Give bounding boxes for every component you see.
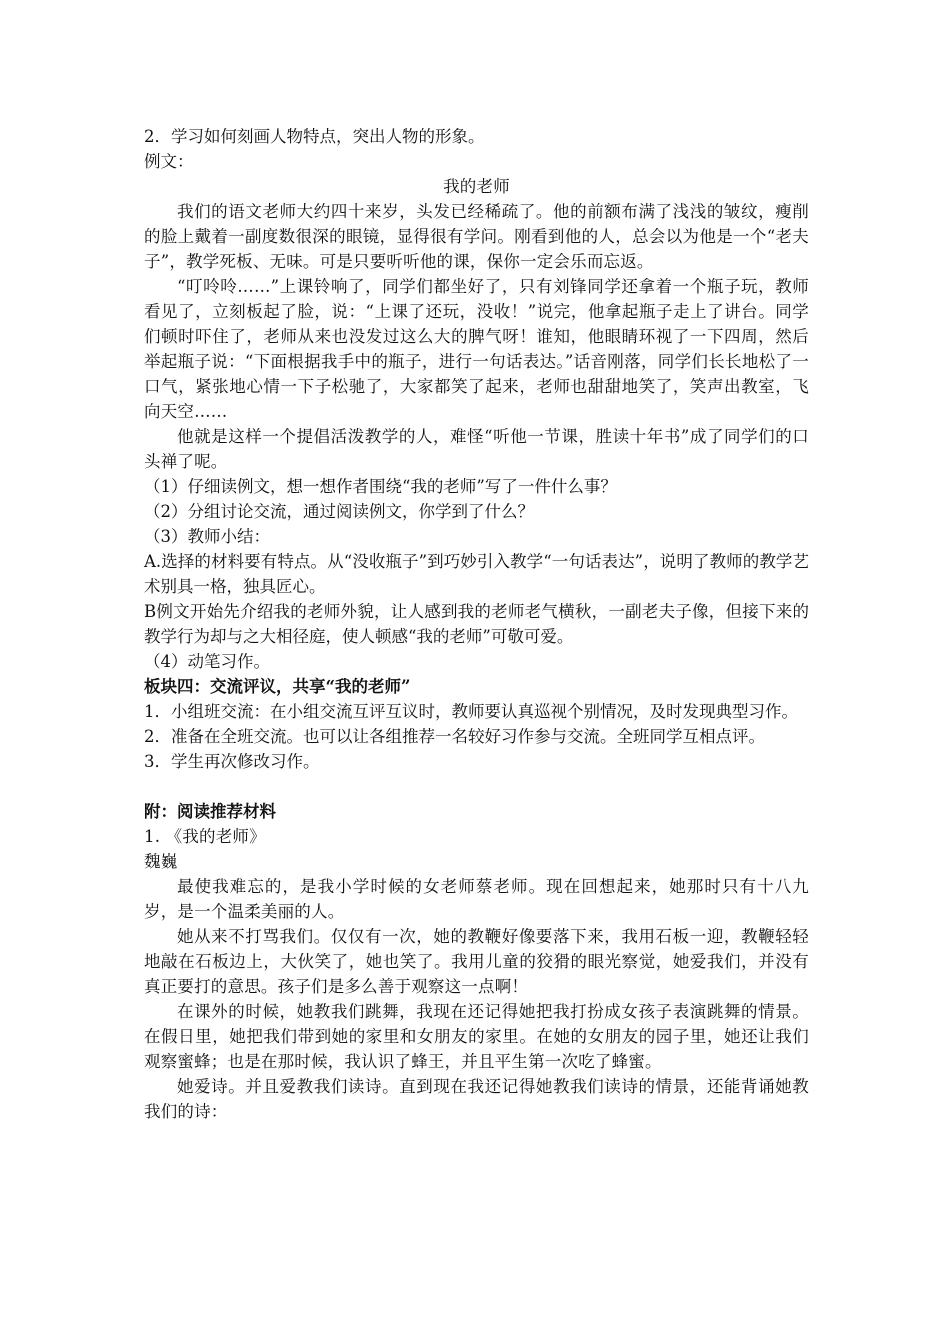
question-1: （1）仔细读例文，想一想作者围绕“我的老师”写了一件什么事？ [144, 477, 617, 496]
question-2: （2）分组讨论交流，通过阅读例文，你学到了什么？ [144, 502, 534, 521]
reading-paragraph-3: 在课外的时候，她教我们跳舞，我现在还记得她把我打扮成女孩子表演跳舞的情景。在假日里，她把我们带到她的家里和女朋友的家里。在她的女朋友的园子里，她还让我们观察蜜蜂；也是在那时候，我认识了蜂王，并且平生第一次吃了蜂蜜。 [144, 1002, 809, 1071]
essay-paragraph-1: 我们的语文老师大约四十来岁，头发已经稀疏了。他的前额布满了浅浅的皱纹，瘦削的脸上戴着一副度数很深的眼镜，显得很有学问。刚看到他的人，总会以为他是一个“老夫子”，教学死板、无味。可是只要听听他的课，保你一定会乐而忘返。 [144, 202, 809, 271]
section-4-step-1: 1．小组班交流：在小组交流互评互议时，教师要认真巡视个别情况，及时发现典型习作。 [144, 702, 798, 721]
reading-paragraph-4: 她爱诗。并且爱教我们读诗。直到现在我还记得她教我们读诗的情景，还能背诵她教我们的诗： [144, 1077, 809, 1121]
reading-paragraph-1: 最使我难忘的，是我小学时候的女老师蔡老师。现在回想起来，她那时只有十八九岁，是一个温柔美丽的人。 [144, 877, 809, 921]
reading-paragraph-2: 她从来不打骂我们。仅仅有一次，她的教鞭好像要落下来，我用石板一迎，教鞭轻轻地敲在石板边上，大伙笑了，她也笑了。我用儿童的狡猾的眼光察觉，她爱我们，并没有真正要打的意思。孩子们是多么善于观察这一点啊！ [144, 927, 809, 996]
section-4-heading: 板块四：交流评议，共享“我的老师” [144, 677, 411, 696]
section-4-step-2: 2．准备在全班交流。也可以让各组推荐一名较好习作参与交流。全班同学互相点评。 [144, 727, 765, 746]
spacer [144, 774, 809, 799]
example-label: 例文： [144, 152, 194, 171]
question-4: （4）动笔习作。 [144, 652, 270, 671]
document-body [144, 124, 809, 1124]
question-3: （3）教师小结： [144, 527, 270, 546]
summary-point-a: A.选择的材料要有特点。从“没收瓶子”到巧妙引入教学“一句话表达”，说明了教师的教学艺术别具一格，独具匠心。 [144, 552, 809, 596]
section-4-step-3: 3．学生再次修改习作。 [144, 752, 320, 771]
reading-title: 1. 《我的老师》 [144, 827, 266, 846]
appendix-heading: 附：阅读推荐材料 [144, 802, 276, 821]
essay-paragraph-2: “叮呤呤……”上课铃响了，同学们都坐好了，只有刘锋同学还拿着一个瓶子玩，教师看见了，立刻板起了脸，说：“上课了还玩，没收！”说完，他拿起瓶子走上了讲台。同学们顿时吓住了，老师从来也没发过这么大的脾气呀！谁知，他眼睛环视了一下四周，然后举起瓶子说：“下面根据我手中的瓶子，进行一句话表达。”话音刚落，同学们长长地松了一口气，紧张地心情一下子松驰了，大家都笑了起来，老师也甜甜地笑了，笑声出教室，飞向天空…… [144, 277, 809, 421]
objective-2: 2．学习如何刻画人物特点，突出人物的形象。 [144, 127, 485, 146]
essay-paragraph-3: 他就是这样一个提倡活泼教学的人，难怪“听他一节课，胜读十年书”成了同学们的口头禅了呢。 [144, 427, 809, 471]
essay-title: 我的老师 [443, 177, 510, 196]
reading-author: 魏巍 [144, 852, 178, 871]
summary-point-b: B例文开始先介绍我的老师外貌，让人感到我的老师老气横秋，一副老夫子像，但接下来的教学行为却与之大相径庭，使人顿感“我的老师”可敬可爱。 [144, 602, 809, 646]
